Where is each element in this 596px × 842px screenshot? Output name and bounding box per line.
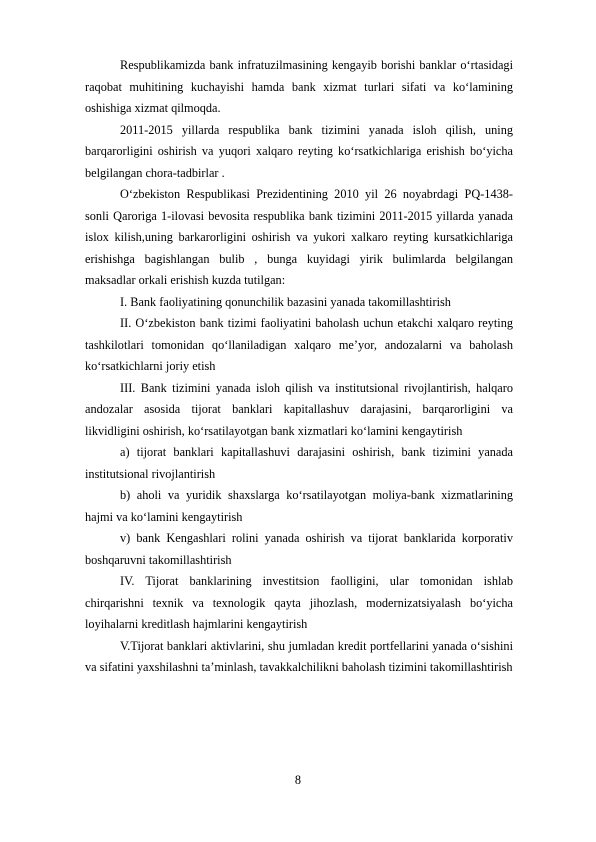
list-heading-v: V.Tijorat banklari aktivlarini, shu jumladan kredit portfellarini yanada o‘sishini va sifatini yaxshilashni ta’minlash, tavakkalchilikni baholash tizimini takomillashtirish: [85, 638, 513, 674]
sub-item-v: v) bank Kengashlari rolini yanada oshirish va tijorat banklarida korporativ boshqaruvni takomillashtirish: [85, 531, 513, 567]
list-heading-iii: III. Bank tizimini yanada isloh qilish va institutsional rivojlantirish, halqaro andozalar asosida tijorat banklari kapitallashuv darajasini, barqarorligini va likvidligini oshirish, ko‘rsatilayotgan bank xizmatlari ko‘lamini kengaytirish: [85, 380, 513, 438]
list-heading-ii: II. O‘zbekiston bank tizimi faoliyatini baholash uchun etakchi xalqaro reyting tashkilotlari tomonidan qo‘llaniladigan xalqaro me’yor, andozalarni va baholash ko‘rsatkichlarni joriy etish: [85, 316, 513, 373]
list-heading-i: I. Bank faoliyatining qonunchilik bazasini yanada takomillashtirish: [120, 294, 451, 309]
list-heading-iv: IV. Tijorat banklarining investitsion faolligini, ular tomonidan ishlab chirqarishni texnik va texnologik qayta jihozlash, modernizatsiyalash bo‘yicha loyihalarni kreditlash hajmlarini kengaytirish: [85, 574, 513, 631]
paragraph: 2011-2015 yillarda respublika bank tizimini yanada isloh qilish, uning barqarorligini oshirish va yuqori xalqaro reyting ko‘rsatkichlariga erishish bo‘yicha belgilangan chora-tadbirlar .: [85, 122, 513, 180]
sub-item-b: b) aholi va yuridik shaxslarga ko‘rsatilayotgan moliya-bank xizmatlarining hajmi va ko‘lamini kengaytirish: [85, 488, 513, 524]
page-body: [85, 55, 513, 679]
paragraph: O‘zbekiston Respublikasi Prezidentining 2010 yil 26 noyabrdagi PQ-1438-sonli Qaroriga 1-ilovasi bevosita respublika bank tizimini 2011-2015 yillarda yanada islox kilish,uning barkarorligini oshirish va yukori xalkaro reyting kursatkichlariga erishishga bagishlangan bulib , bunga kuyidagi yirik bulimlarda belgilangan maksadlar orkali erishish kuzda tutilgan:: [85, 187, 513, 287]
page-number: 8: [294, 773, 302, 787]
paragraph: Respublikamizda bank infratuzilmasining kengayib borishi banklar o‘rtasidagi raqobat muhitining kuchayishi hamda bank xizmat turlari sifati va ko‘lamining oshishiga xizmat qilmoqda.: [85, 58, 513, 115]
sub-item-a: a) tijorat banklari kapitallashuvi darajasini oshirish, bank tizimini yanada institutsional rivojlantirish: [85, 445, 513, 481]
